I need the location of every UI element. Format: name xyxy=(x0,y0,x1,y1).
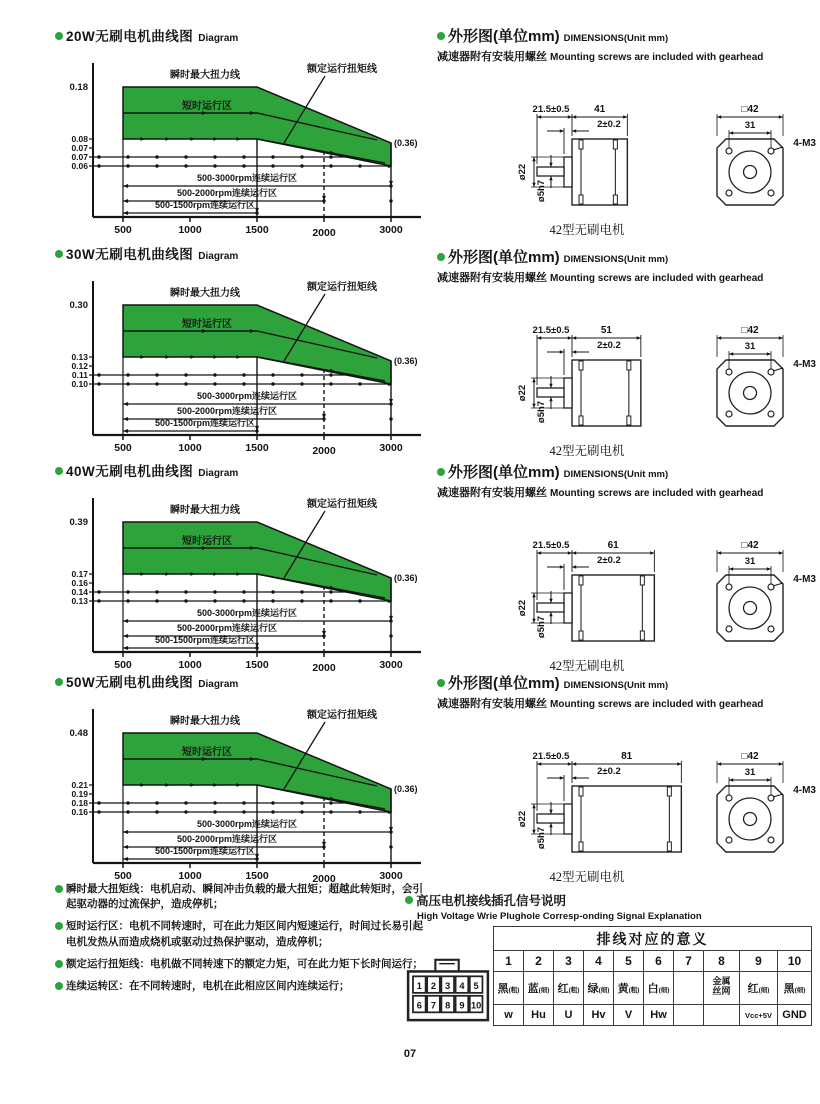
y-axis-label: 0.11 xyxy=(71,370,88,380)
chart-title-en: Diagram xyxy=(198,33,239,44)
max-torque-label: 瞬时最大扭力线 xyxy=(170,70,240,81)
y-axis-label: 0.18 xyxy=(69,82,88,93)
pin-number-cell: 7 xyxy=(674,951,704,972)
y-axis-label: 0.12 xyxy=(71,361,88,371)
connector-pin-6: 6 xyxy=(416,1000,422,1011)
x-axis-label: 500 xyxy=(114,224,132,236)
note-item xyxy=(55,882,431,912)
signal-title-en: High Voltage Wrie Plughole Corresp-onding Signal Explanation xyxy=(417,911,702,922)
signal-cell: Vcc+5V xyxy=(740,1005,778,1026)
pin-number-cell: 3 xyxy=(554,951,584,972)
dim-flange: 2±0.2 xyxy=(597,340,621,351)
x-axis-label: 1500 xyxy=(245,659,269,671)
torque-curve-chart-40w xyxy=(55,482,427,672)
notes-list xyxy=(55,882,431,1001)
rated-torque-label: 额定运行扭矩线 xyxy=(307,282,377,293)
dimension-subtitle xyxy=(437,268,817,286)
dim-title-cn: 外形图(单位mm) xyxy=(448,464,560,481)
short-run-label: 短时运行区 xyxy=(182,101,232,112)
signal-cell: Hv xyxy=(584,1005,614,1026)
bullet-icon xyxy=(437,679,445,687)
y-axis-label: 0.06 xyxy=(71,161,88,171)
chart-title-cn: 50W无刷电机曲线图 xyxy=(66,675,194,690)
x-axis-label: 2000 xyxy=(312,873,336,883)
range-label: 500-1500rpm连续运行区 xyxy=(154,635,256,645)
y-axis-label: 0.16 xyxy=(71,807,88,817)
peak-value-label: (0.36) xyxy=(394,573,418,583)
y-axis-label: 0.21 xyxy=(71,780,88,790)
chart-section-50w xyxy=(55,671,427,883)
dim-subtitle-cn: 减速器附有安装用螺丝 xyxy=(437,51,547,63)
x-axis-label: 3000 xyxy=(379,442,403,454)
range-label: 500-3000rpm连续运行区 xyxy=(196,819,298,829)
dim-square: □42 xyxy=(741,325,759,336)
dim-square: □42 xyxy=(741,104,759,115)
chart-title-20w xyxy=(55,25,427,46)
dim-subtitle-cn: 减速器附有安装用螺丝 xyxy=(437,698,547,710)
connector-pin-5: 5 xyxy=(473,980,479,991)
x-axis-label: 1500 xyxy=(245,442,269,454)
dim-title-en: DIMENSIONS(Unit mm) xyxy=(563,469,669,480)
dim-hole-pitch: 31 xyxy=(744,341,756,352)
signal-title xyxy=(405,891,820,922)
x-axis-label: 3000 xyxy=(379,870,403,882)
y-axis-label: 0.18 xyxy=(71,798,88,808)
chart-title-en: Diagram xyxy=(198,679,239,690)
x-axis-label: 500 xyxy=(114,442,132,454)
y-axis-label: 0.17 xyxy=(71,569,88,579)
dim-subtitle-en: Mounting screws are included with gearhead xyxy=(550,699,764,710)
dim-square: □42 xyxy=(741,751,759,762)
dim-shaft-length: 21.5±0.5 xyxy=(532,104,570,115)
wire-color-cell: 黄(粗) xyxy=(614,972,644,1005)
x-axis-label: 1000 xyxy=(178,442,202,454)
dim-hole-pitch: 31 xyxy=(744,120,756,131)
note-item xyxy=(55,957,431,972)
connector-pin-10: 10 xyxy=(470,1000,482,1011)
y-axis-label: 0.07 xyxy=(71,143,88,153)
dim-title-en: DIMENSIONS(Unit mm) xyxy=(563,680,669,691)
wire-color-cell: 黑(细) xyxy=(778,972,812,1005)
bullet-icon xyxy=(55,467,63,475)
bullet-icon xyxy=(55,982,63,990)
signal-cell: Hu xyxy=(524,1005,554,1026)
rated-torque-label: 额定运行扭矩线 xyxy=(307,710,377,721)
chart-title-50w xyxy=(55,671,427,692)
dimension-section-3 xyxy=(437,461,817,674)
x-axis-label: 1500 xyxy=(245,224,269,236)
signal-table xyxy=(493,926,812,1026)
dimension-subtitle xyxy=(437,483,817,501)
signal-title-cn: 高压电机接线插孔信号说明 xyxy=(416,894,567,908)
dim-body-length: 81 xyxy=(621,751,633,762)
dim-shaft-dia: ø5h7 xyxy=(536,179,547,203)
x-axis-label: 500 xyxy=(114,870,132,882)
signal-cell: V xyxy=(614,1005,644,1026)
dim-mount-holes: 4-M3 xyxy=(793,359,816,370)
wire-color-cell: 金属 丝网 xyxy=(704,972,740,1005)
wire-color-cell: 红(粗) xyxy=(554,972,584,1005)
connector-pin-3: 3 xyxy=(445,980,451,991)
pin-number-cell: 2 xyxy=(524,951,554,972)
dim-boss-dia: ø22 xyxy=(517,810,528,828)
y-axis-label: 0.13 xyxy=(71,596,88,606)
dimension-section-1 xyxy=(437,25,817,238)
chart-title-cn: 40W无刷电机曲线图 xyxy=(66,464,194,479)
drawing-caption: 42型无刷电机 xyxy=(549,870,625,884)
table-header: 排线对应的意义 xyxy=(494,927,812,951)
bullet-icon xyxy=(55,885,63,893)
range-label: 500-2000rpm连续运行区 xyxy=(176,188,278,198)
dim-boss-dia: ø22 xyxy=(517,599,528,617)
y-axis-label: 0.48 xyxy=(69,728,88,739)
pin-number-cell: 4 xyxy=(584,951,614,972)
range-label: 500-2000rpm连续运行区 xyxy=(176,623,278,633)
outline-drawing xyxy=(437,503,817,655)
y-axis-label: 0.13 xyxy=(71,352,88,362)
max-torque-label: 瞬时最大扭力线 xyxy=(170,716,240,727)
range-label: 500-3000rpm连续运行区 xyxy=(196,173,298,183)
connector-pin-4: 4 xyxy=(459,980,465,991)
short-run-label: 短时运行区 xyxy=(182,319,232,330)
drawing-caption: 42型无刷电机 xyxy=(549,223,625,237)
note-text: 连续运转区：在不同转速时，电机在此相应区间内连续运行； xyxy=(66,980,350,993)
short-run-label: 短时运行区 xyxy=(182,747,232,758)
rated-torque-label: 额定运行扭矩线 xyxy=(307,64,377,75)
bullet-icon xyxy=(437,468,445,476)
y-axis-label: 0.10 xyxy=(71,379,88,389)
pin-number-cell: 1 xyxy=(494,951,524,972)
connector-pin-1: 1 xyxy=(416,980,422,991)
x-axis-label: 2000 xyxy=(312,662,336,672)
pin-number-cell: 9 xyxy=(740,951,778,972)
dim-shaft-dia: ø5h7 xyxy=(536,615,547,639)
dim-subtitle-en: Mounting screws are included with gearhead xyxy=(550,273,764,284)
dim-title-en: DIMENSIONS(Unit mm) xyxy=(563,254,669,265)
range-label: 500-3000rpm连续运行区 xyxy=(196,391,298,401)
dimension-section-4 xyxy=(437,672,817,885)
pin-number-cell: 5 xyxy=(614,951,644,972)
dim-title-cn: 外形图(单位mm) xyxy=(448,249,560,266)
note-item xyxy=(55,919,431,949)
signal-section xyxy=(405,891,820,1026)
dim-mount-holes: 4-M3 xyxy=(793,574,816,585)
note-item xyxy=(55,979,431,994)
rated-torque-label: 额定运行扭矩线 xyxy=(307,499,377,510)
dimension-title xyxy=(437,246,817,267)
page-number: 07 xyxy=(403,1048,417,1060)
torque-curve-chart-50w xyxy=(55,693,427,883)
chart-title-en: Diagram xyxy=(198,468,239,479)
dim-shaft-length: 21.5±0.5 xyxy=(532,540,570,551)
wire-color-cell: 黑(粗) xyxy=(494,972,524,1005)
dimension-title xyxy=(437,25,817,46)
bullet-icon xyxy=(405,896,413,904)
wire-color-cell: 绿(细) xyxy=(584,972,614,1005)
dimension-subtitle xyxy=(437,47,817,65)
dim-mount-holes: 4-M3 xyxy=(793,785,816,796)
connector-pin-9: 9 xyxy=(459,1000,465,1011)
wire-color-cell: 蓝(细) xyxy=(524,972,554,1005)
torque-curve-chart-20w xyxy=(55,47,427,237)
range-label: 500-3000rpm连续运行区 xyxy=(196,608,298,618)
x-axis-label: 1500 xyxy=(245,870,269,882)
range-label: 500-1500rpm连续运行区 xyxy=(154,846,256,856)
bullet-icon xyxy=(55,250,63,258)
y-axis-label: 0.19 xyxy=(71,789,88,799)
y-axis-label: 0.16 xyxy=(71,578,88,588)
signal-content xyxy=(405,926,820,1026)
dimension-section-2 xyxy=(437,246,817,459)
pin-number-cell: 10 xyxy=(778,951,812,972)
signal-cell: Hw xyxy=(644,1005,674,1026)
bullet-icon xyxy=(437,32,445,40)
dim-body-length: 41 xyxy=(594,104,606,115)
dim-shaft-dia: ø5h7 xyxy=(536,826,547,850)
wire-color-cell: 白(细) xyxy=(644,972,674,1005)
bullet-icon xyxy=(55,960,63,968)
torque-curve-chart-30w xyxy=(55,265,427,455)
x-axis-label: 500 xyxy=(114,659,132,671)
wire-color-cell xyxy=(674,972,704,1005)
y-axis-label: 0.30 xyxy=(69,300,88,311)
signal-cell: w xyxy=(494,1005,524,1026)
wire-color-cell: 红(细) xyxy=(740,972,778,1005)
connector-pin-7: 7 xyxy=(430,1000,437,1011)
y-axis-label: 0.07 xyxy=(71,152,88,162)
range-label: 500-1500rpm连续运行区 xyxy=(154,200,256,210)
dim-title-cn: 外形图(单位mm) xyxy=(448,675,560,692)
dim-shaft-length: 21.5±0.5 xyxy=(532,325,570,336)
x-axis-label: 3000 xyxy=(379,224,403,236)
range-label: 500-2000rpm连续运行区 xyxy=(176,834,278,844)
x-axis-label: 3000 xyxy=(379,659,403,671)
drawing-caption: 42型无刷电机 xyxy=(549,659,625,673)
dim-hole-pitch: 31 xyxy=(744,556,756,567)
chart-section-30w xyxy=(55,243,427,455)
drawing-caption: 42型无刷电机 xyxy=(549,444,625,458)
chart-title-40w xyxy=(55,460,427,481)
dimension-subtitle xyxy=(437,694,817,712)
dim-flange: 2±0.2 xyxy=(597,119,621,130)
chart-title-cn: 30W无刷电机曲线图 xyxy=(66,247,194,262)
bullet-icon xyxy=(55,922,63,930)
dim-title-en: DIMENSIONS(Unit mm) xyxy=(563,33,669,44)
dim-subtitle-cn: 减速器附有安装用螺丝 xyxy=(437,487,547,499)
x-axis-label: 1000 xyxy=(178,659,202,671)
outline-drawing xyxy=(437,67,817,219)
short-run-label: 短时运行区 xyxy=(182,536,232,547)
dim-boss-dia: ø22 xyxy=(517,384,528,402)
signal-cell xyxy=(674,1005,704,1026)
peak-value-label: (0.36) xyxy=(394,138,418,148)
range-label: 500-1500rpm连续运行区 xyxy=(154,418,256,428)
peak-value-label: (0.36) xyxy=(394,356,418,366)
y-axis-label: 0.14 xyxy=(71,587,88,597)
signal-cell: U xyxy=(554,1005,584,1026)
bullet-icon xyxy=(437,253,445,261)
outline-drawing xyxy=(437,288,817,440)
dim-flange: 2±0.2 xyxy=(597,766,621,777)
pin-number-cell: 8 xyxy=(704,951,740,972)
dimension-title xyxy=(437,672,817,693)
dim-subtitle-en: Mounting screws are included with gearhead xyxy=(550,52,764,63)
y-axis-label: 0.39 xyxy=(69,517,88,528)
dim-flange: 2±0.2 xyxy=(597,555,621,566)
bullet-icon xyxy=(55,32,63,40)
max-torque-label: 瞬时最大扭力线 xyxy=(170,505,240,516)
dim-boss-dia: ø22 xyxy=(517,163,528,181)
chart-title-cn: 20W无刷电机曲线图 xyxy=(66,29,194,44)
connector-pin-2: 2 xyxy=(430,980,437,991)
dim-shaft-dia: ø5h7 xyxy=(536,400,547,424)
dim-body-length: 51 xyxy=(600,325,612,336)
max-torque-label: 瞬时最大扭力线 xyxy=(170,288,240,299)
connector-pin-8: 8 xyxy=(445,1000,451,1011)
bullet-icon xyxy=(55,678,63,686)
y-axis-label: 0.08 xyxy=(71,134,88,144)
dim-body-length: 61 xyxy=(607,540,619,551)
chart-title-30w xyxy=(55,243,427,264)
dim-hole-pitch: 31 xyxy=(744,767,756,778)
note-text: 短时运行区：电机不同转速时，可在此力矩区间内短速运行，时间过长易引起电机发热从而造成烧机或驱动过热保护驱动，造成停机； xyxy=(66,920,423,948)
dim-mount-holes: 4-M3 xyxy=(793,138,816,149)
signal-cell: GND xyxy=(778,1005,812,1026)
x-axis-label: 1000 xyxy=(178,870,202,882)
x-axis-label: 1000 xyxy=(178,224,202,236)
note-text: 额定运行扭矩线：电机做不同转速下的额定力矩，可在此力矩下长时间运行； xyxy=(66,957,423,970)
range-label: 500-2000rpm连续运行区 xyxy=(176,406,278,416)
dim-subtitle-cn: 减速器附有安装用螺丝 xyxy=(437,272,547,284)
dim-shaft-length: 21.5±0.5 xyxy=(532,751,570,762)
x-axis-label: 2000 xyxy=(312,445,336,455)
note-text: 瞬时最大扭矩线：电机启动、瞬间冲击负载的最大扭矩；超越此转矩时，会引起驱动器的过流保护，造成停机； xyxy=(66,883,423,911)
pin-number-cell: 6 xyxy=(644,951,674,972)
signal-cell xyxy=(704,1005,740,1026)
connector-diagram xyxy=(405,952,491,1024)
chart-title-en: Diagram xyxy=(198,251,239,262)
peak-value-label: (0.36) xyxy=(394,784,418,794)
dim-title-cn: 外形图(单位mm) xyxy=(448,28,560,45)
outline-drawing xyxy=(437,714,817,866)
dim-subtitle-en: Mounting screws are included with gearhead xyxy=(550,488,764,499)
chart-section-40w xyxy=(55,460,427,672)
dim-square: □42 xyxy=(741,540,759,551)
chart-section-20w xyxy=(55,25,427,237)
dimension-title xyxy=(437,461,817,482)
x-axis-label: 2000 xyxy=(312,227,336,237)
